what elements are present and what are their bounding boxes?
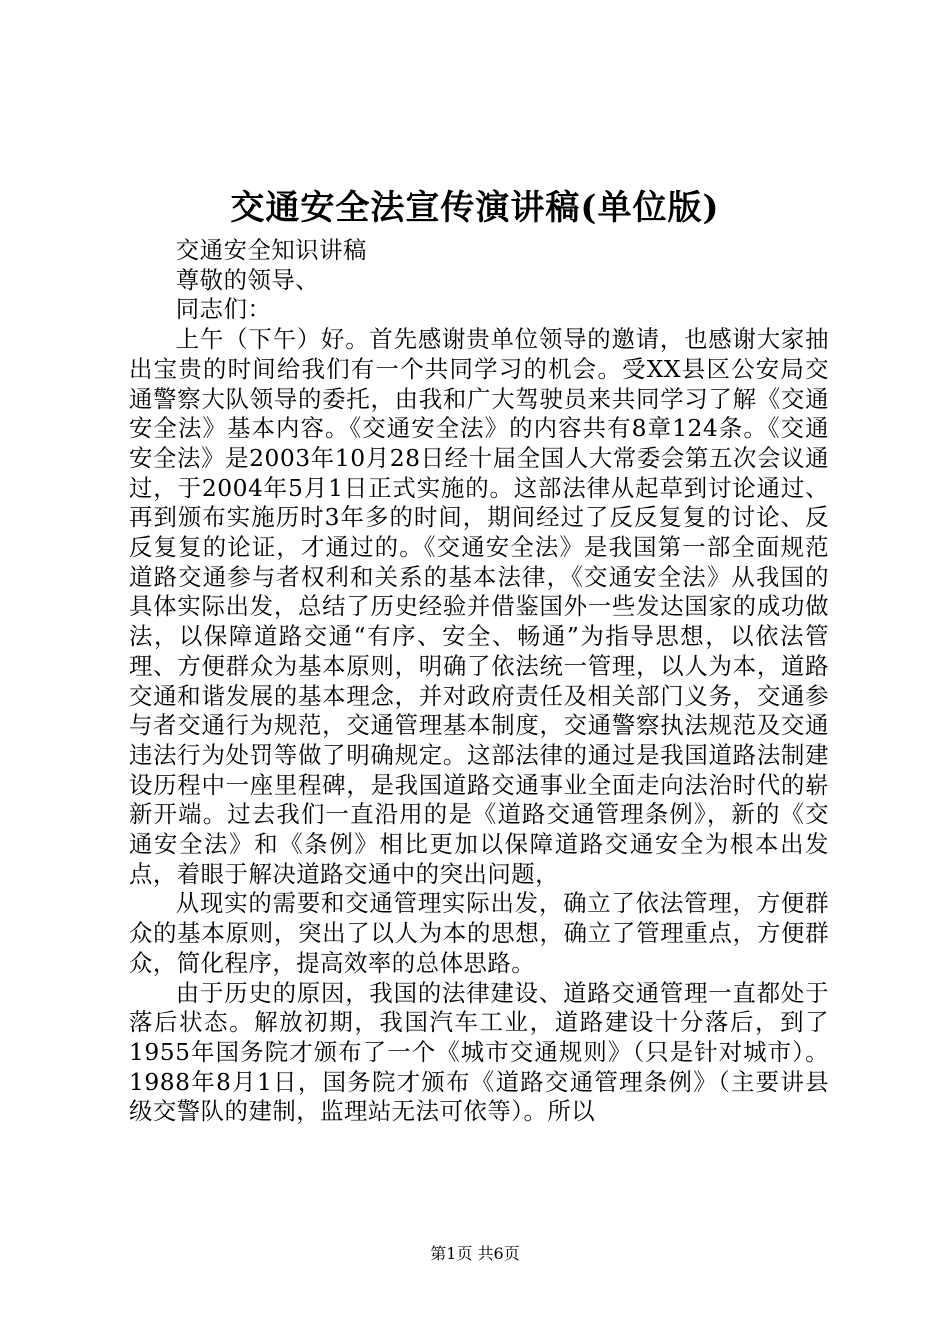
- page-footer: 第1页 共6页: [430, 1244, 520, 1263]
- body-paragraph: 同志们：: [175, 295, 272, 324]
- body-paragraph: 由于历史的原因，我国的法律建设、道路交通管理一直都处于落后状态。解放初期，我国汽车工业，道路建设十分落后，到了1955年国务院才颁布了一个《城市交通规则》（只是针对城市）。1988年8月1日，国务院才颁布《道路交通管理条例》（主要讲县级交警队的建制，监理站无法可依等）。所以: [129, 978, 829, 1126]
- body-paragraph: 从现实的需要和交通管理实际出发，确立了依法管理，方便群众的基本原则，突出了以人为本的思想，确立了管理重点，方便群众，简化程序，提高效率的总体思路。: [129, 889, 829, 977]
- document-title: 交通安全法宣传演讲稿(单位版): [230, 188, 720, 228]
- body-paragraph: 交通安全知识讲稿: [175, 236, 367, 264]
- document-body: [129, 236, 829, 1127]
- body-paragraph: 尊敬的领导、: [175, 265, 320, 294]
- body-paragraph: 上午（下午）好。首先感谢贵单位领导的邀请，也感谢大家抽出宝贵的时间给我们有一个共同学习的机会。受XX县区公安局交通警察大队领导的委托，由我和广大驾驶员来共同学习了解《交通安全法》基本内容。《交通安全法》的内容共有8章124条。《交通安全法》是2003年10月28日经十届全国人大常委会第五次会议通过，于2004年5月1日正式实施的。这部法律从起草到讨论通过、再到颁布实施历时3年多的时间，期间经过了反反复复的讨论、反反复复的论证，才通过的。《交通安全法》是我国第一部全面规范道路交通参与者权利和关系的基本法律，《交通安全法》从我国的具体实际出发，总结了历史经验并借鉴国外一些发达国家的成功做法，以保障道路交通“有序、安全、畅通”为指导思想，以依法管理、方便群众为基本原则，明确了依法统一管理，以人为本，道路交通和谐发展的基本理念，并对政府责任及相关部门义务，交通参与者交通行为规范，交通管理基本制度，交通警察执法规范及交通违法行为处罚等做了明确规定。这部法律的通过是我国道路法制建设历程中一座里程碑，是我国道路交通事业全面走向法治时代的崭新开端。过去我们一直沿用的是《道路交通管理条例》，新的《交通安全法》和《条例》相比更加以保障道路交通安全为根本出发点，着眼于解决道路交通中的突出问题，: [129, 325, 829, 888]
